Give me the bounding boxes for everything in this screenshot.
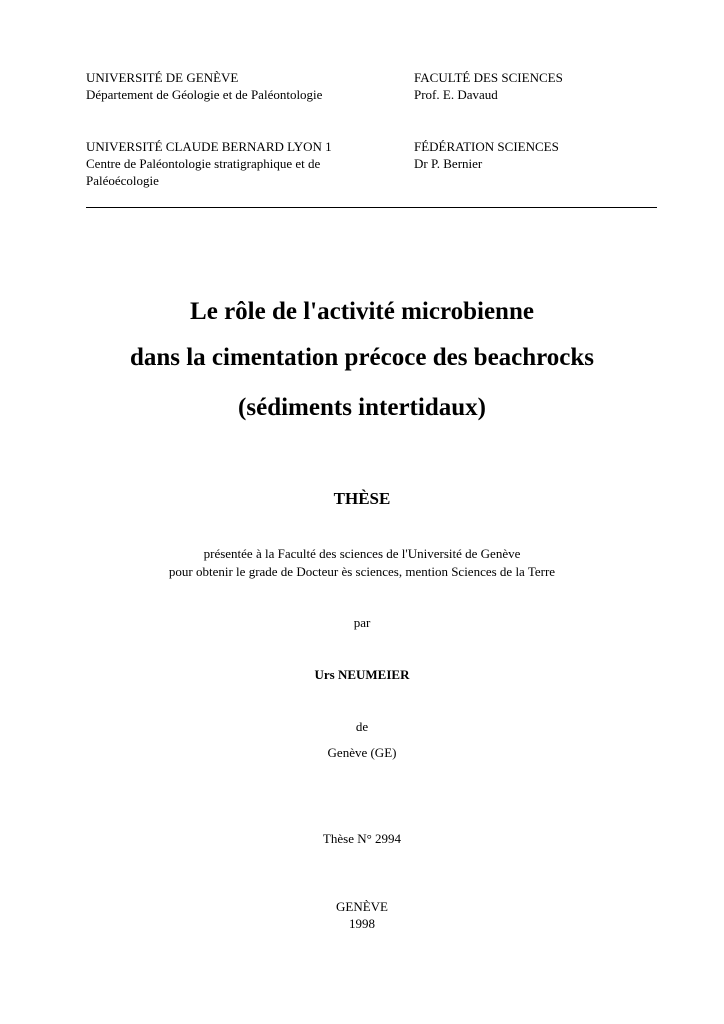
department-name: Département de Géologie et de Paléontologie — [86, 87, 323, 102]
header-university-lyon — [86, 138, 332, 189]
institution-name: UNIVERSITÉ CLAUDE BERNARD LYON 1 — [86, 139, 332, 154]
thesis-title-line-2: dans la cimentation précoce des beachrocks — [129, 344, 595, 371]
presented-text-line-2: pour obtenir le grade de Docteur ès sciences, mention Sciences de la Terre — [168, 564, 556, 579]
header-university-geneva — [86, 69, 322, 103]
thesis-title-line-3: (sédiments intertidaux) — [238, 394, 486, 421]
publication-year: 1998 — [349, 916, 375, 931]
presented-text-line-1: présentée à la Faculté des sciences de l'Université de Genève — [203, 546, 521, 561]
author-name: Urs NEUMEIER — [314, 667, 410, 682]
header-divider — [86, 207, 657, 208]
federation-name: FÉDÉRATION SCIENCES — [414, 139, 559, 154]
department-name-line-1: Centre de Paléontologie stratigraphique et de — [86, 156, 321, 171]
federation-person: Dr P. Bernier — [414, 156, 483, 171]
institution-name: UNIVERSITÉ DE GENÈVE — [86, 70, 239, 85]
from-text: de — [355, 719, 369, 734]
thesis-title-line-1: Le rôle de l'activité microbienne — [190, 298, 534, 325]
faculty-person: Prof. E. Davaud — [414, 87, 498, 102]
faculty-name: FACULTÉ DES SCIENCES — [414, 70, 563, 85]
thesis-label: THÈSE — [333, 489, 391, 508]
by-text: par — [353, 615, 371, 630]
header-federation-sciences — [414, 138, 559, 172]
department-name-line-2: Paléoécologie — [86, 173, 159, 188]
author-origin: Genève (GE) — [327, 745, 397, 760]
thesis-number: Thèse N° 2994 — [322, 831, 402, 846]
publication-city: GENÈVE — [336, 899, 388, 914]
header-faculty-sciences — [414, 69, 563, 103]
